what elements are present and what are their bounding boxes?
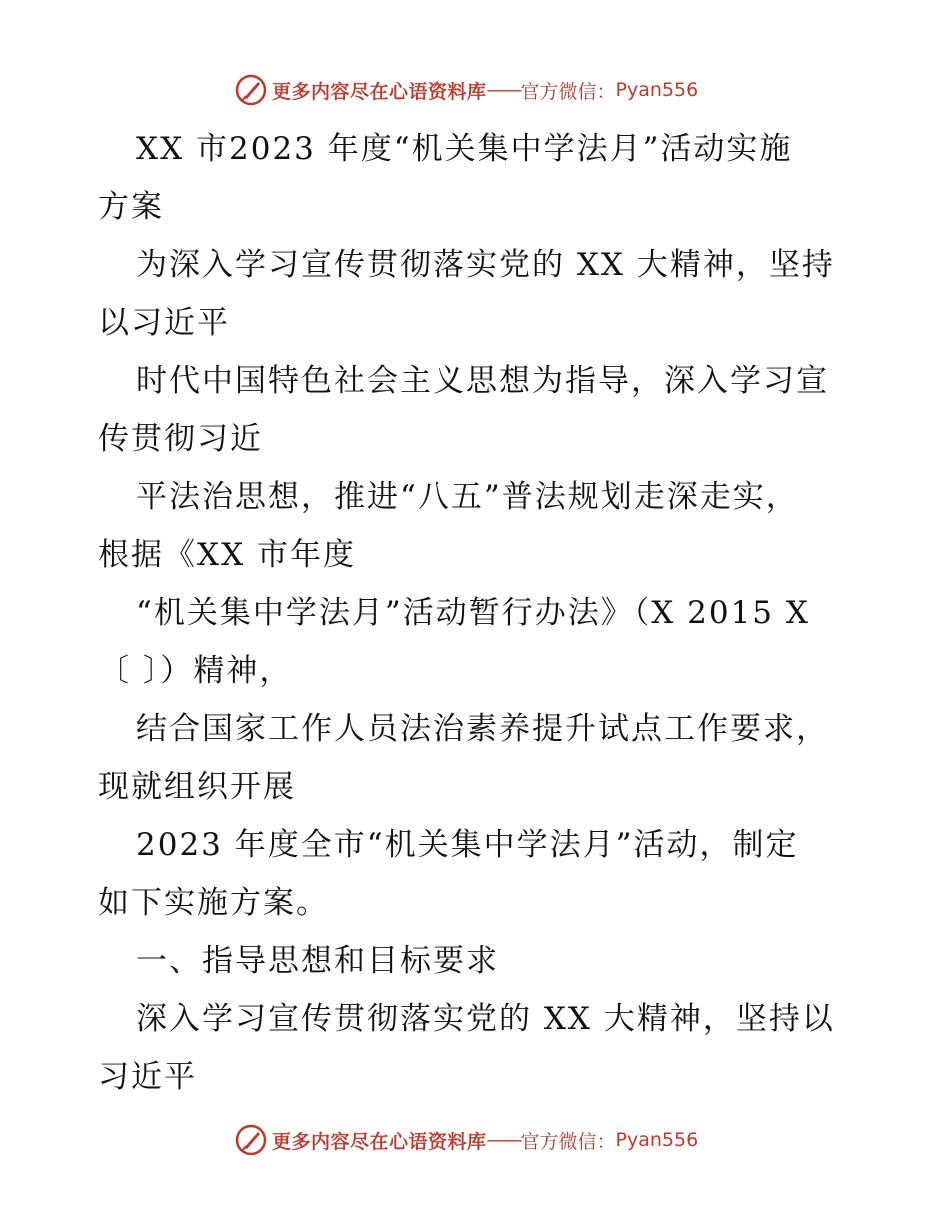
paragraph-line: 根据《XX 市年度 — [98, 537, 356, 573]
paragraph-line: 时代中国特色社会主义思想为指导，深入学习宣 — [136, 363, 829, 399]
paragraph-line: 如下实施方案。 — [98, 885, 329, 921]
watermark-dash: —— — [486, 1129, 521, 1151]
watermark-wechat-id: Pyan556 — [615, 1129, 699, 1151]
quill-logo-icon — [234, 73, 268, 107]
paragraph-line: 传贯彻习近 — [98, 421, 263, 457]
watermark-dash: —— — [486, 79, 521, 101]
paragraph-line: 深入学习宣传贯彻落实党的 XX 大精神，坚持以 — [136, 1001, 835, 1037]
paragraph-line: “机关集中学法月”活动暂行办法》（X 2015 X — [136, 595, 810, 631]
watermark-site-name: 更多内容尽在心语资料库 — [272, 80, 487, 103]
paragraph-line: 结合国家工作人员法治素养提升试点工作要求， — [136, 711, 829, 747]
watermark-footer — [234, 1122, 698, 1158]
paragraph-line: 〔 〕）精神， — [98, 653, 293, 689]
paragraph-line: 2023 年度全市“机关集中学法月”活动，制定 — [136, 827, 799, 863]
watermark-wechat-id: Pyan556 — [615, 79, 699, 101]
section-heading: 一、指导思想和目标要求 — [136, 943, 499, 979]
watermark-wechat-label: 官方微信： — [520, 1130, 616, 1153]
paragraph-line: 现就组织开展 — [98, 769, 296, 805]
paragraph-line: 平法治思想，推进“八五”普法规划走深走实， — [136, 479, 799, 515]
watermark-wechat-label: 官方微信： — [520, 80, 616, 103]
document-title-line-1: XX 市2023 年度“机关集中学法月”活动实施 — [136, 131, 793, 167]
watermark-header — [234, 72, 698, 108]
paragraph-line: 习近平 — [98, 1059, 197, 1095]
document-body — [98, 120, 868, 1106]
document-title-line-2: 方案 — [98, 189, 164, 225]
paragraph-line: 以习近平 — [98, 305, 230, 341]
watermark-site-name: 更多内容尽在心语资料库 — [272, 1130, 487, 1153]
paragraph-line: 为深入学习宣传贯彻落实党的 XX 大精神，坚持 — [136, 247, 835, 283]
quill-logo-icon — [234, 1123, 268, 1157]
